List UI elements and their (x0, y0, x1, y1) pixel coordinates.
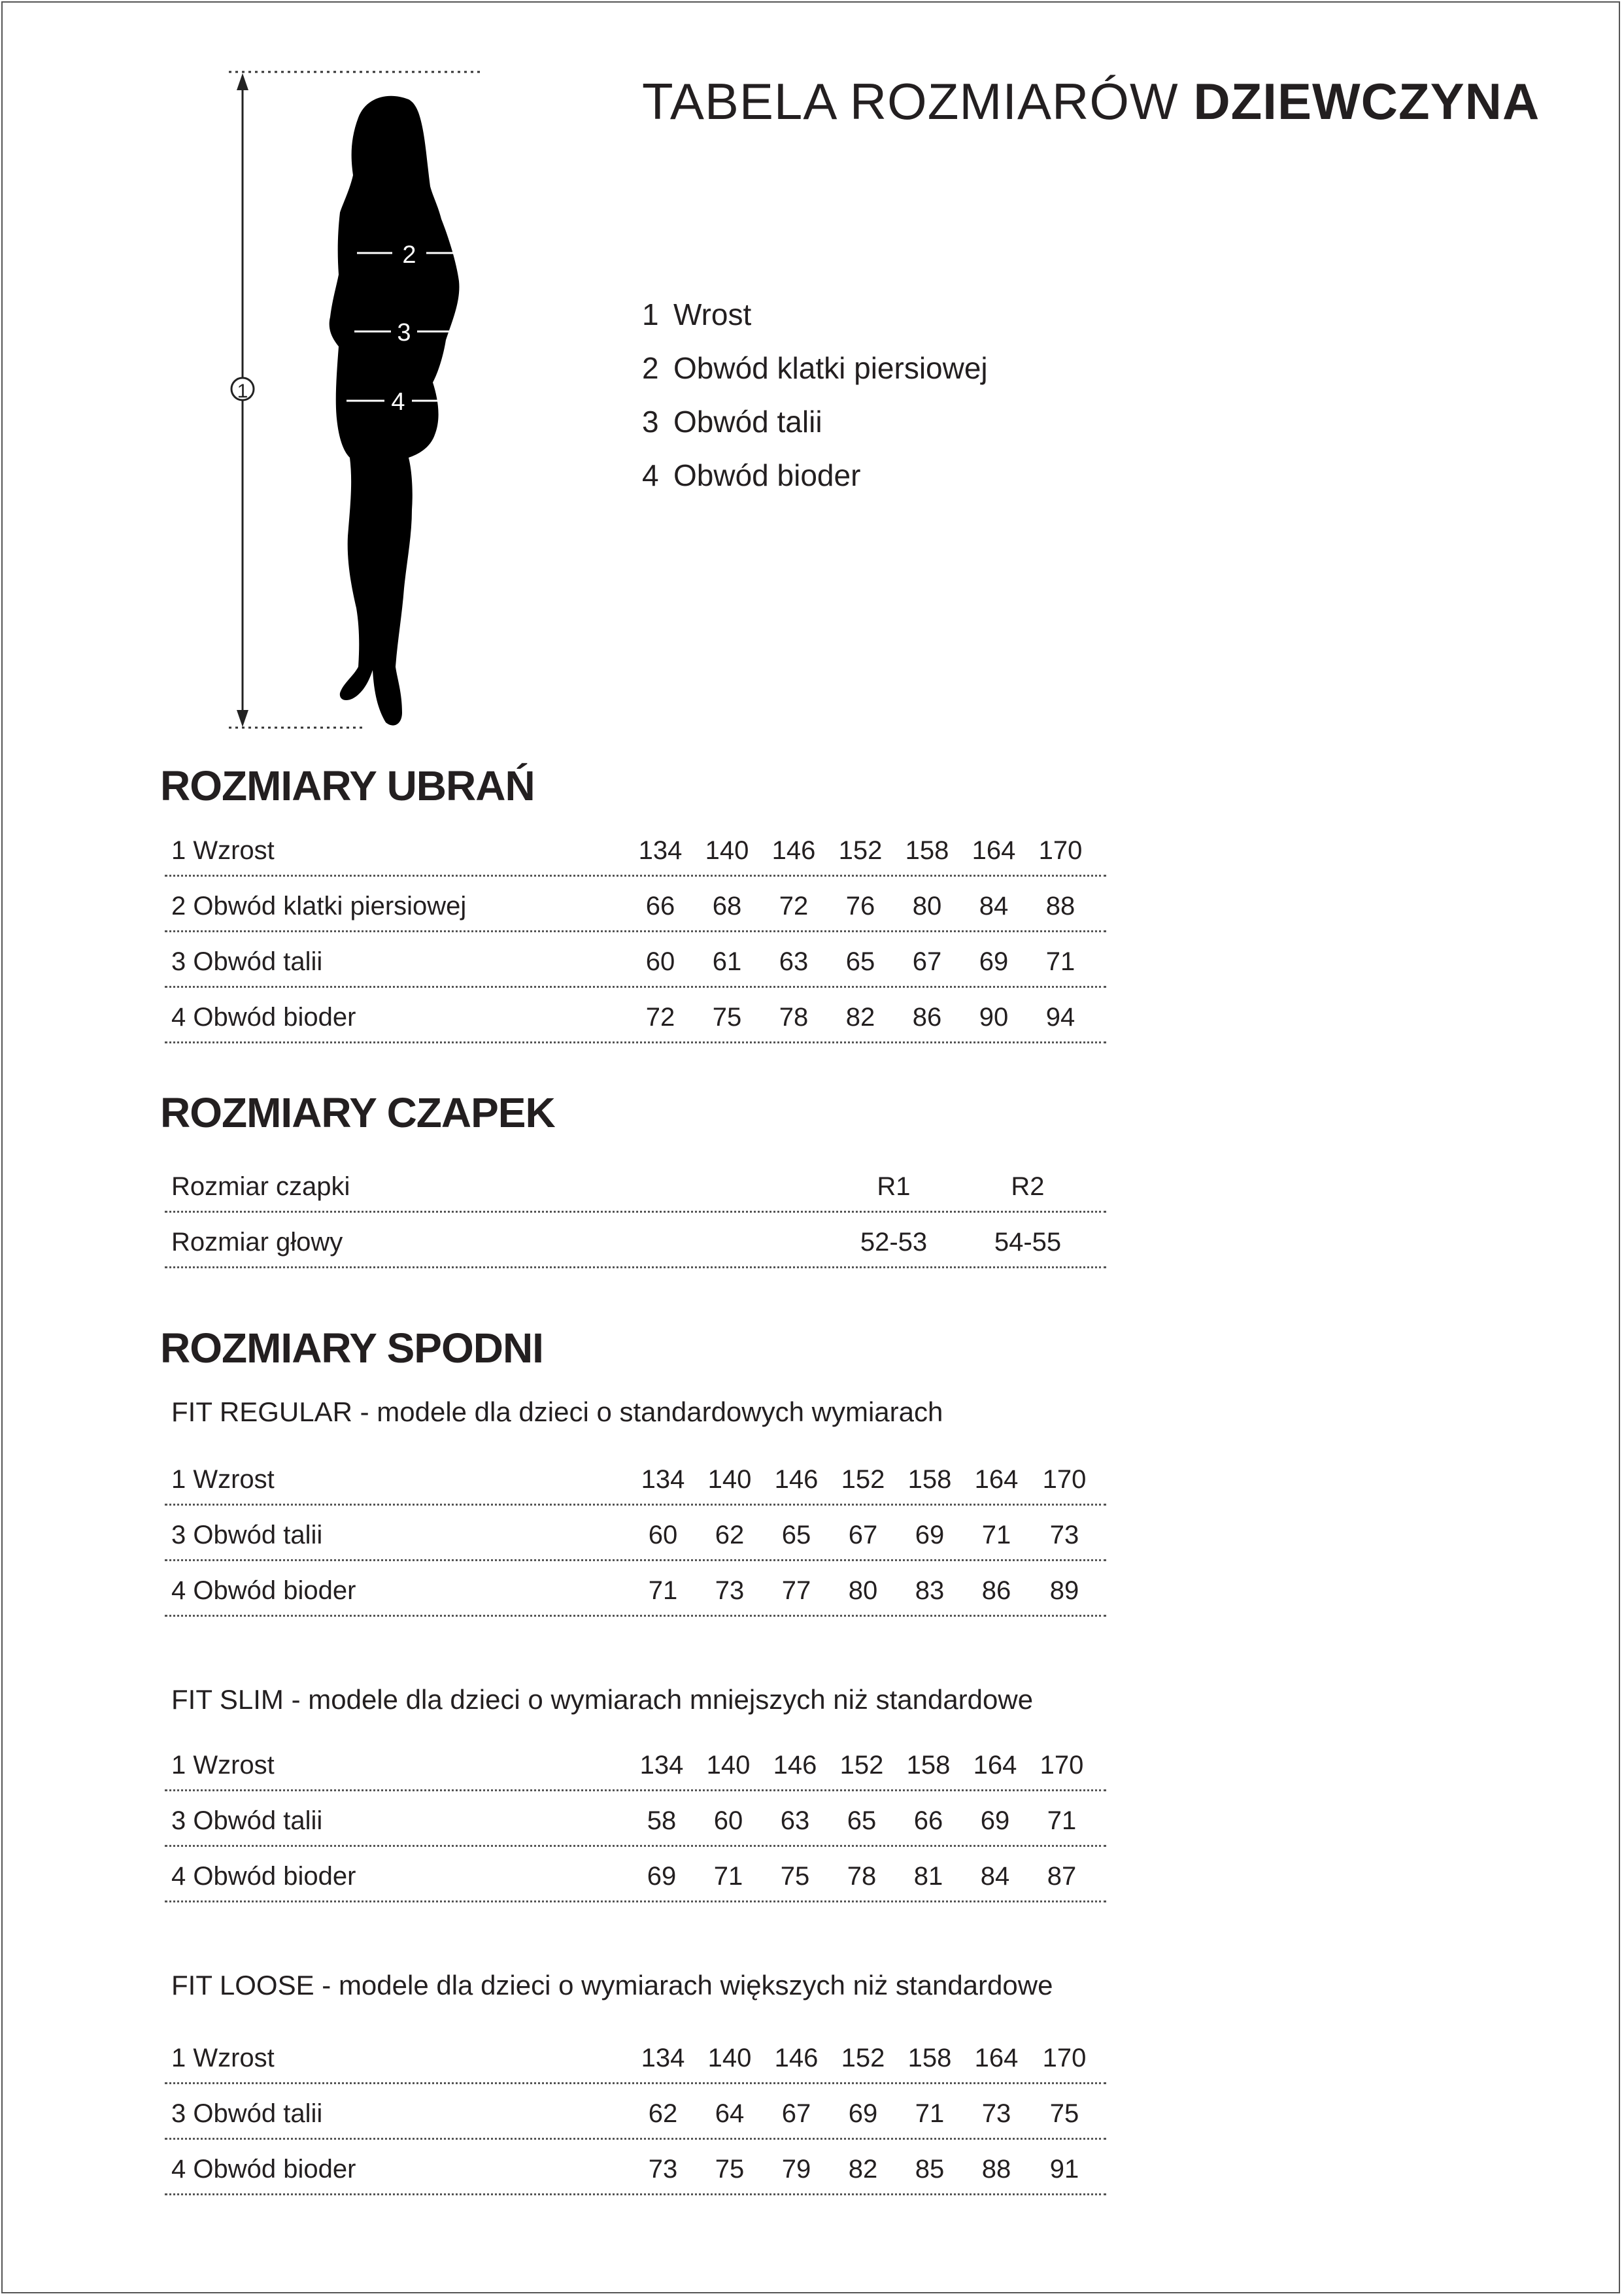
table-cell: 94 (1045, 1003, 1075, 1032)
table-cell: 140 (706, 1751, 751, 1780)
table-cell: 67 (848, 1521, 878, 1549)
table-row (165, 1561, 1106, 1617)
table-cell: 140 (707, 2044, 752, 2072)
table-cell: 83 (915, 1576, 945, 1605)
legend-label: Obwód talii (673, 405, 822, 439)
girl-silhouette-illustration (222, 65, 497, 739)
table-cell: 60 (713, 1806, 743, 1835)
table-cell: 80 (848, 1576, 878, 1605)
table-cell: 87 (1047, 1862, 1077, 1891)
row-label: 3 Obwód talii (171, 1806, 323, 1835)
table-cell: 60 (648, 1521, 678, 1549)
fit-slim-subtitle: FIT SLIM - modele dla dzieci o wymiarach mniejszych niż standardowe (171, 1684, 1034, 1715)
table-cell: 76 (845, 892, 875, 920)
row-label: 3 Obwód talii (171, 1521, 323, 1549)
table-cell: 71 (1047, 1806, 1077, 1835)
fit-regular-subtitle: FIT REGULAR - modele dla dzieci o standardowych wymiarach (171, 1396, 943, 1427)
table-cell: 71 (915, 2099, 945, 2128)
legend-item (642, 395, 988, 448)
table-cell: 158 (907, 2044, 952, 2072)
table-cell: 170 (1040, 1751, 1084, 1780)
row-label: 1 Wzrost (171, 1751, 275, 1780)
clothes-heading: ROZMIARY UBRAŃ (160, 762, 535, 809)
table-cell: 86 (912, 1003, 942, 1032)
table-row (165, 877, 1106, 932)
table-cell: 72 (779, 892, 809, 920)
table-cell: 134 (641, 1465, 685, 1494)
table-cell: 54-55 (994, 1228, 1062, 1257)
row-label: 3 Obwód talii (171, 2099, 323, 2128)
row-label: 1 Wzrost (171, 836, 275, 865)
table-cell: 146 (774, 2044, 819, 2072)
legend-item (642, 341, 988, 395)
table-cell: 88 (1045, 892, 1075, 920)
table-cell: 75 (780, 1862, 810, 1891)
table-cell: 88 (981, 2155, 1011, 2184)
table-cell: 61 (712, 947, 742, 976)
table-cell: 73 (715, 1576, 745, 1605)
table-cell: 67 (781, 2099, 811, 2128)
table-cell: 72 (645, 1003, 675, 1032)
table-cell: 62 (715, 1521, 745, 1549)
table-row (165, 1157, 1106, 1213)
table-cell: 152 (839, 1751, 884, 1780)
page-title (642, 72, 1540, 131)
table-cell: 66 (645, 892, 675, 920)
table-cell: 164 (974, 1465, 1019, 1494)
table-cell: 80 (912, 892, 942, 920)
legend-number: 4 (642, 458, 659, 492)
table-cell: 158 (906, 1751, 951, 1780)
hat-size-table (165, 1157, 1106, 1268)
legend-number: 2 (642, 351, 659, 385)
table-cell: 164 (974, 2044, 1019, 2072)
table-cell: 64 (715, 2099, 745, 2128)
fit-loose-subtitle: FIT LOOSE - modele dla dzieci o wymiarach większych niż standardowe (171, 1970, 1053, 2001)
body-measurement-figure (222, 65, 497, 739)
table-cell: 158 (905, 836, 949, 865)
table-cell: 67 (912, 947, 942, 976)
fit-slim-table (165, 1736, 1106, 1902)
table-cell: 134 (638, 836, 683, 865)
marker-4-label: 4 (391, 388, 405, 416)
table-cell: R2 (1011, 1172, 1045, 1201)
table-cell: 146 (771, 836, 816, 865)
row-label: 4 Obwód bioder (171, 1576, 356, 1605)
table-cell: 90 (979, 1003, 1009, 1032)
hats-heading: ROZMIARY CZAPEK (160, 1089, 555, 1136)
legend-number: 3 (642, 405, 659, 439)
page-title-bold: DZIEWCZYNA (1193, 73, 1540, 130)
table-cell: 86 (981, 1576, 1011, 1605)
row-label: 4 Obwód bioder (171, 1862, 356, 1891)
table-cell: 78 (847, 1862, 877, 1891)
measurement-legend (642, 288, 988, 502)
table-cell: 89 (1049, 1576, 1079, 1605)
table-cell: 152 (841, 1465, 885, 1494)
table-cell: 69 (980, 1806, 1010, 1835)
table-cell: 170 (1042, 2044, 1087, 2072)
table-cell: 134 (639, 1751, 684, 1780)
legend-item (642, 448, 988, 502)
table-row (165, 1736, 1106, 1791)
table-row (165, 2140, 1106, 2195)
row-label: 2 Obwód klatki piersiowej (171, 892, 467, 920)
table-row (165, 1506, 1106, 1561)
table-row (165, 1847, 1106, 1902)
table-cell: 68 (712, 892, 742, 920)
table-cell: 170 (1038, 836, 1083, 865)
table-cell: 65 (845, 947, 875, 976)
table-cell: 78 (779, 1003, 809, 1032)
legend-number: 1 (642, 297, 659, 331)
table-cell: 146 (773, 1751, 817, 1780)
table-cell: 81 (913, 1862, 943, 1891)
table-cell: 140 (705, 836, 749, 865)
table-cell: 71 (713, 1862, 743, 1891)
table-row (165, 1213, 1106, 1268)
table-cell: 152 (838, 836, 883, 865)
table-cell: 152 (841, 2044, 885, 2072)
row-label: Rozmiar czapki (171, 1172, 350, 1201)
table-cell: 73 (648, 2155, 678, 2184)
table-cell: 91 (1049, 2155, 1079, 2184)
table-cell: 84 (979, 892, 1009, 920)
marker-2-label: 2 (402, 241, 416, 269)
legend-label: Obwód bioder (673, 458, 861, 492)
row-label: 3 Obwód talii (171, 947, 323, 976)
table-row (165, 2084, 1106, 2140)
table-cell: 71 (981, 1521, 1011, 1549)
table-row (165, 1791, 1106, 1847)
table-cell: 65 (781, 1521, 811, 1549)
table-cell: 69 (979, 947, 1009, 976)
table-cell: 75 (1049, 2099, 1079, 2128)
table-cell: 73 (1049, 1521, 1079, 1549)
table-cell: 69 (848, 2099, 878, 2128)
table-cell: 82 (845, 1003, 875, 1032)
table-cell: 75 (712, 1003, 742, 1032)
table-cell: 158 (907, 1465, 952, 1494)
clothes-size-table (165, 821, 1106, 1043)
marker-3-label: 3 (397, 319, 411, 346)
table-cell: 134 (641, 2044, 685, 2072)
row-label: 4 Obwód bioder (171, 1003, 356, 1032)
legend-label: Wrost (673, 297, 752, 331)
fit-regular-table (165, 1450, 1106, 1617)
table-cell: 52-53 (860, 1228, 928, 1257)
row-label: 1 Wzrost (171, 2044, 275, 2072)
table-cell: 63 (779, 947, 809, 976)
legend-label: Obwód klatki piersiowej (673, 351, 988, 385)
table-cell: 79 (781, 2155, 811, 2184)
table-cell: 73 (981, 2099, 1011, 2128)
table-cell: 69 (915, 1521, 945, 1549)
table-cell: 71 (648, 1576, 678, 1605)
table-cell: 85 (915, 2155, 945, 2184)
table-cell: R1 (877, 1172, 911, 1201)
table-cell: 75 (715, 2155, 745, 2184)
table-cell: 65 (847, 1806, 877, 1835)
table-row (165, 1450, 1106, 1506)
row-label: 4 Obwód bioder (171, 2155, 356, 2184)
table-row (165, 2029, 1106, 2084)
legend-item (642, 288, 988, 341)
table-cell: 170 (1042, 1465, 1087, 1494)
table-cell: 58 (647, 1806, 677, 1835)
table-cell: 60 (645, 947, 675, 976)
table-cell: 84 (980, 1862, 1010, 1891)
table-cell: 63 (780, 1806, 810, 1835)
table-row (165, 932, 1106, 988)
table-cell: 71 (1045, 947, 1075, 976)
table-cell: 146 (774, 1465, 819, 1494)
table-cell: 140 (707, 1465, 752, 1494)
row-label: Rozmiar głowy (171, 1228, 343, 1257)
table-cell: 69 (647, 1862, 677, 1891)
pants-heading: ROZMIARY SPODNI (160, 1325, 543, 1372)
table-cell: 164 (973, 1751, 1017, 1780)
table-cell: 82 (848, 2155, 878, 2184)
row-label: 1 Wzrost (171, 1465, 275, 1494)
table-cell: 62 (648, 2099, 678, 2128)
page-title-light: TABELA ROZMIARÓW (642, 73, 1179, 130)
table-cell: 77 (781, 1576, 811, 1605)
marker-1-label: 1 (237, 380, 248, 402)
fit-loose-table (165, 2029, 1106, 2195)
table-cell: 164 (972, 836, 1016, 865)
table-row (165, 821, 1106, 877)
table-cell: 66 (913, 1806, 943, 1835)
table-row (165, 988, 1106, 1043)
